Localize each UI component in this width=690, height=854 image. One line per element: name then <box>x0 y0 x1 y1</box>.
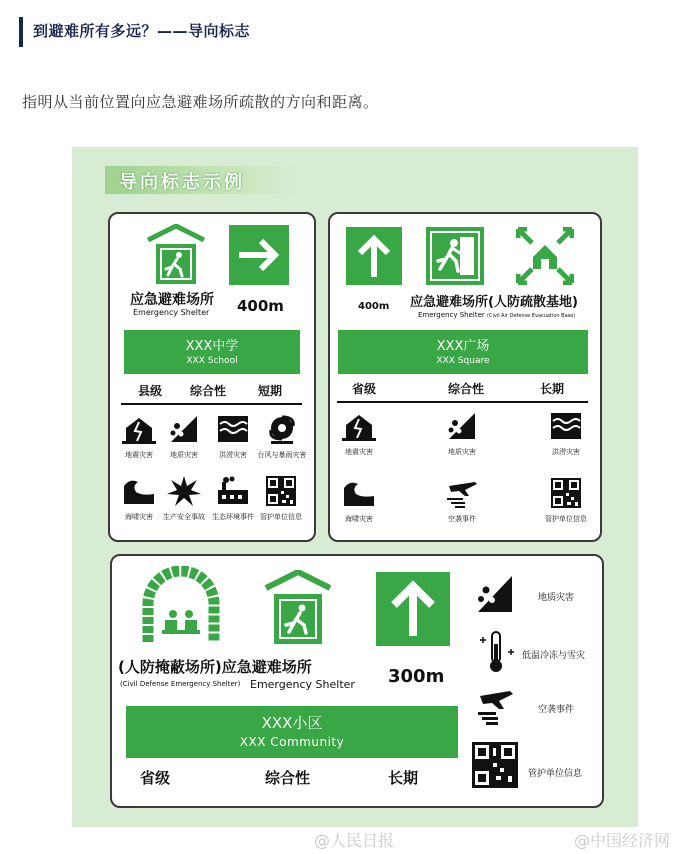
card1-divider <box>121 403 302 405</box>
arrow-right-icon <box>229 225 289 285</box>
card2-place: XXX广场 <box>436 339 490 354</box>
card1-distance: 400m <box>237 297 284 315</box>
card2-place-bar <box>338 330 588 374</box>
card2-distance: 400m <box>358 301 390 312</box>
page-title: 到避难所有多远？——导向标志 <box>33 22 251 40</box>
card1-level: 县级 <box>138 384 163 398</box>
qr-code-icon <box>472 742 518 788</box>
card2-level: 省级 <box>352 382 377 396</box>
typhoon-icon <box>265 414 299 444</box>
watermark-ce-cn: @中国经济网 <box>574 831 671 850</box>
card2-hazard: 地震灾害 <box>338 411 380 457</box>
card3-hazard-label: 空袭事件 <box>538 705 575 715</box>
card2-title-en: Emergency Shelter (Civil Air Defense Evacuation Base) <box>418 311 576 319</box>
card1-hazard: 生产安全事故 <box>160 476 208 522</box>
card1-title-en: Emergency Shelter <box>133 308 210 317</box>
card2-place-en: XXX Square <box>436 356 490 366</box>
header-accent-bar <box>19 17 23 47</box>
card2-hazard: 空袭事件 <box>440 478 484 524</box>
card1-hazard: 管护单位信息 <box>256 476 306 522</box>
card1-duration: 短期 <box>258 384 283 398</box>
card2-hazard: 海啸灾害 <box>338 478 380 524</box>
card1-place-bar <box>124 330 300 374</box>
card3-place-en: XXX Community <box>239 735 345 749</box>
thermometer-snow-icon <box>476 630 516 674</box>
card2-divider <box>337 401 588 403</box>
earthquake-icon <box>122 414 156 444</box>
explosion-icon <box>167 476 201 506</box>
arrow-up-icon <box>376 572 450 646</box>
card2-duration: 长期 <box>540 382 565 396</box>
card1-hazard: 生态环境事件 <box>208 476 258 522</box>
tsunami-icon <box>122 476 156 506</box>
tunnel-shelter-icon <box>142 566 220 644</box>
card1-place: XXX中学 <box>185 339 239 354</box>
qr-code-icon <box>264 476 298 506</box>
card3-place-bar <box>126 706 458 758</box>
flood-icon <box>216 414 250 444</box>
airstrike-icon <box>476 686 516 726</box>
card1-type: 综合性 <box>190 384 227 398</box>
card3-level: 省级 <box>140 769 171 787</box>
card3-hazard-label: 低温冷冻与雪灾 <box>522 651 586 661</box>
card3-type: 综合性 <box>265 769 311 787</box>
card1-hazard: 地质灾害 <box>162 414 206 460</box>
airstrike-icon <box>445 478 479 508</box>
landslide-icon <box>474 574 516 614</box>
card1-title: 应急避难场所 <box>130 292 214 308</box>
card3-distance: 300m <box>388 666 445 687</box>
card3-title-en-small: (Civil Defense Emergency Shelter) <box>120 680 241 688</box>
arrow-up-icon <box>346 227 402 285</box>
evacuation-base-icon <box>516 227 574 285</box>
card2-type: 综合性 <box>448 382 485 396</box>
banner-label: 导向标志示例 <box>119 172 245 193</box>
card1-hazard: 台风与暴雨灾害 <box>254 414 310 460</box>
banner <box>105 166 295 194</box>
card1-hazard: 洪涝灾害 <box>208 414 258 460</box>
factory-pollution-icon <box>216 476 250 506</box>
card1-place-en: XXX School <box>186 356 238 366</box>
watermark-peoples-daily: @人民日报 <box>314 831 395 850</box>
card2-hazard: 洪涝灾害 <box>544 411 588 457</box>
card3-hazard-label: 地质灾害 <box>538 593 575 603</box>
card1-hazard: 地震灾害 <box>116 414 162 460</box>
card2-hazard: 管护单位信息 <box>540 478 592 524</box>
card1-hazard: 海啸灾害 <box>116 476 162 522</box>
intro-text: 指明从当前位置向应急避难场所疏散的方向和距离。 <box>22 93 379 111</box>
shelter-house-icon <box>264 570 332 646</box>
card2-title: 应急避难场所(人防疏散基地) <box>410 295 578 310</box>
card3-place: XXX小区 <box>261 714 323 732</box>
card3-duration: 长期 <box>388 769 419 787</box>
card2-hazard: 地质灾害 <box>440 411 484 457</box>
card3-title: (人防掩蔽场所)应急避难场所 <box>118 658 312 676</box>
card3-hazard-label: 管护单位信息 <box>528 769 583 779</box>
landslide-icon <box>167 414 201 444</box>
running-man-icon <box>426 227 484 285</box>
card3-title-en: Emergency Shelter <box>250 678 355 691</box>
shelter-house-icon <box>146 224 206 286</box>
